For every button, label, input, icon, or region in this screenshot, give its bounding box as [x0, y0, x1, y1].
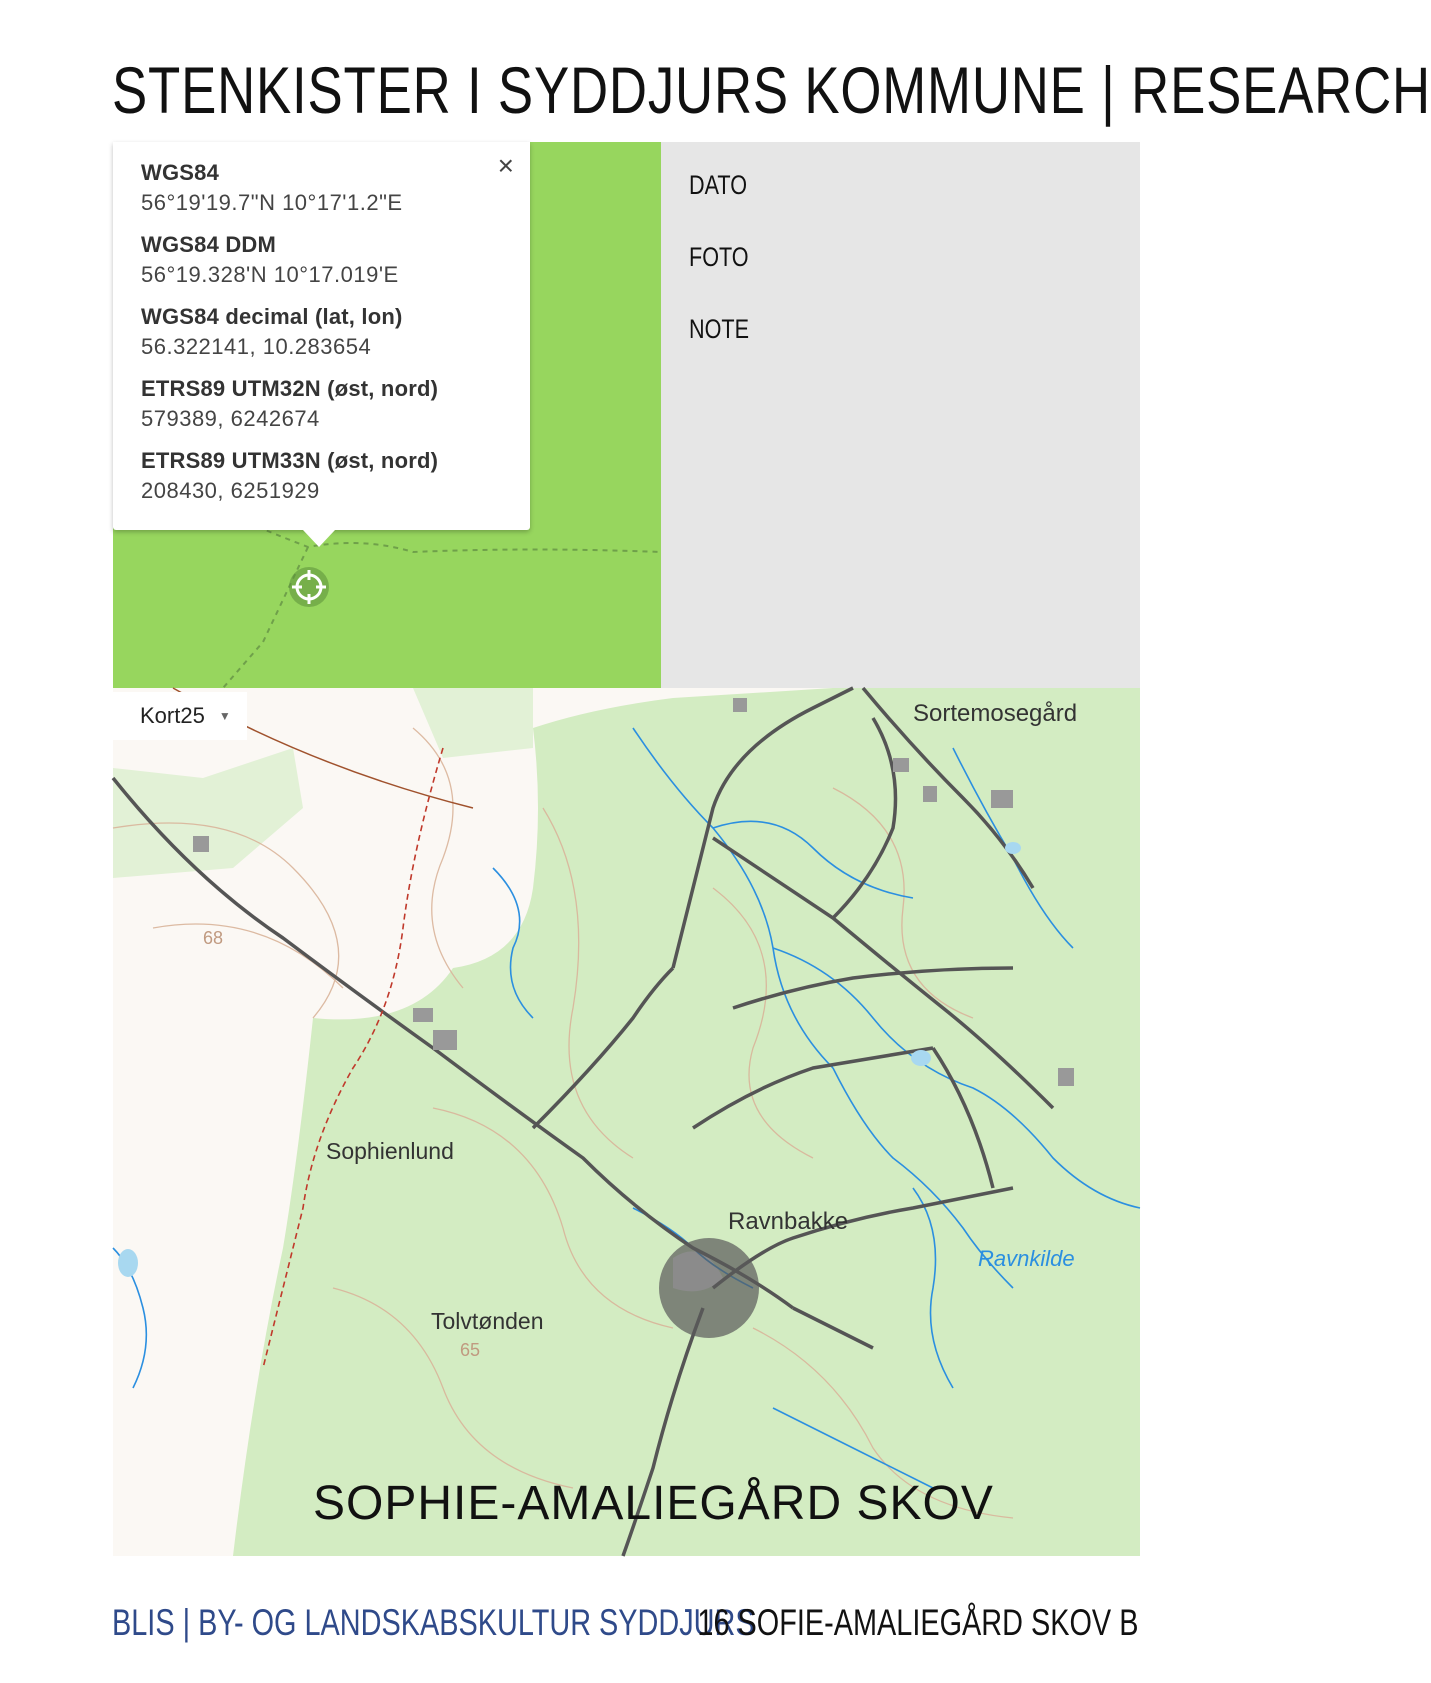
- coord-entry: [141, 376, 438, 432]
- coord-entry: [141, 232, 399, 288]
- crosshair-target-icon[interactable]: [288, 566, 330, 608]
- coord-value: 56°19'19.7"N 10°17'1.2"E: [141, 190, 403, 215]
- coord-label: ETRS89 UTM32N (øst, nord): [141, 376, 439, 401]
- coord-entry: [141, 304, 403, 360]
- coord-label: WGS84: [141, 160, 220, 185]
- place-label-sortemosegard: Sortemosegård: [913, 700, 1078, 727]
- coord-label: ETRS89 UTM33N (øst, nord): [141, 448, 439, 473]
- coordinate-popup: [113, 142, 530, 530]
- place-label-ravnbakke: Ravnbakke: [728, 1208, 849, 1235]
- close-icon[interactable]: ×: [497, 150, 514, 181]
- info-panel: [661, 142, 1140, 688]
- caret-down-icon: ▼: [218, 709, 231, 723]
- note-label: NOTE: [689, 314, 750, 344]
- coord-value: 56°19.328'N 10°17.019'E: [141, 262, 399, 287]
- page-title: STENKISTER I SYDDJURS KOMMUNE | RESEARCH: [112, 53, 1431, 127]
- coord-value: 208430, 6251929: [141, 478, 320, 503]
- layer-selector[interactable]: [113, 692, 247, 740]
- coord-value: 56.322141, 10.283654: [141, 334, 372, 359]
- place-label-sophienlund: Sophienlund: [326, 1138, 454, 1164]
- coord-label: WGS84 DDM: [141, 232, 277, 257]
- coord-entry: [141, 160, 403, 216]
- topographic-map[interactable]: [113, 688, 1140, 1556]
- foto-label: FOTO: [689, 242, 749, 272]
- forest-name-label: SOPHIE-AMALIEGÅRD SKOV: [313, 1477, 994, 1530]
- place-label-ravnkilde: Ravnkilde: [978, 1246, 1075, 1271]
- dato-label: DATO: [689, 170, 748, 200]
- coord-entry: [141, 448, 438, 504]
- elevation-label-68: 68: [203, 928, 224, 948]
- topo-map-graphics: [113, 688, 1140, 1556]
- popup-pointer: [303, 530, 335, 547]
- coord-label: WGS84 decimal (lat, lon): [141, 304, 403, 329]
- elevation-label-65: 65: [460, 1340, 481, 1360]
- layer-selector-label: Kort25: [140, 703, 205, 728]
- footer-page-label: 16 SOFIE-AMALIEGÅRD SKOV B: [696, 1602, 1138, 1643]
- place-label-tolvtonden: Tolvtønden: [431, 1308, 544, 1334]
- coord-value: 579389, 6242674: [141, 406, 320, 431]
- footer-organization: BLIS | BY- OG LANDSKABSKULTUR SYDDJURS: [112, 1602, 755, 1643]
